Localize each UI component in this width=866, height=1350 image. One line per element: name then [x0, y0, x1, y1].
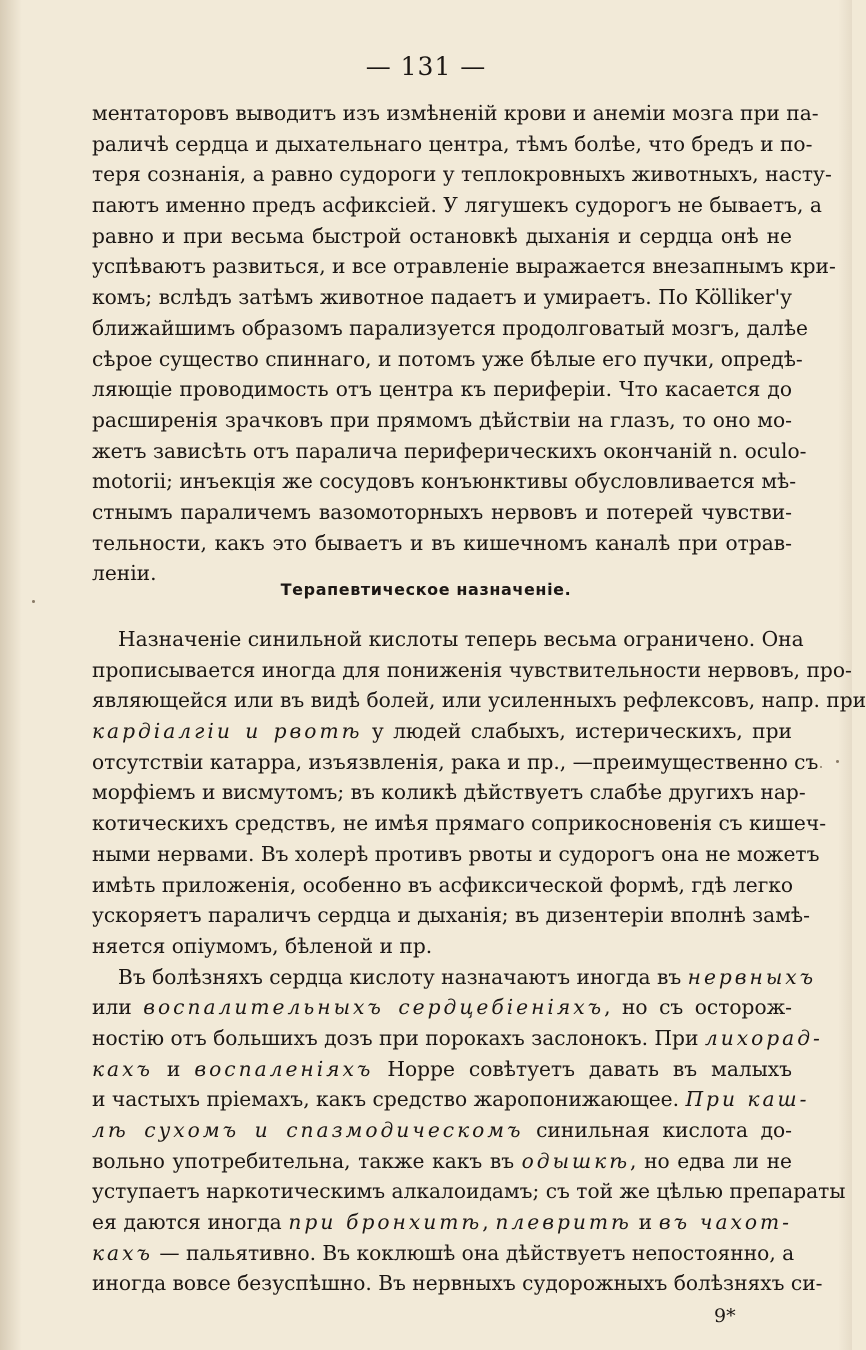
- text-segment: отсутствіи катарра, изъязвленія, рака и пр., —преимущественно съ: [92, 749, 819, 774]
- text-line: леніи.: [92, 561, 157, 586]
- text-segment: няется опіумомъ, бѣленой и пр.: [92, 933, 433, 958]
- emphasized-term: въ чахот-: [658, 1210, 792, 1235]
- text-segment: , но съ осторож-: [604, 995, 792, 1020]
- print-speck: [32, 600, 35, 603]
- text-line: [92, 685, 866, 716]
- emphasized-term: воспалительныхъ сердцебіеніяхъ: [143, 995, 605, 1020]
- emphasized-term: При каш-: [685, 1087, 810, 1112]
- text-segment: или: [92, 995, 144, 1020]
- text-line: [92, 1084, 810, 1115]
- text-line: [92, 900, 810, 931]
- text-segment: ными нервами. Въ холерѣ противъ рвоты и судорогъ она не можетъ: [92, 841, 820, 866]
- emphasized-term: плевритѣ: [495, 1210, 632, 1235]
- text-segment: котическихъ средствъ, не имѣя прямаго соприкосновенія съ кишеч-: [92, 811, 827, 836]
- text-segment: и частыхъ пріемахъ, какъ средство жаропонижающее.: [92, 1087, 686, 1112]
- text-line: тельности, какъ это бываетъ и въ кишечномъ каналѣ при отрав-: [92, 530, 792, 555]
- text-line: [92, 1238, 795, 1269]
- text-line: ближайшимъ образомъ парализуется продолговатый мозгъ, далѣе: [92, 315, 808, 340]
- text-segment: — пальятивно. Въ коклюшѣ она дѣйствуетъ непостоянно, а: [152, 1240, 795, 1265]
- text-line: motorii; инъекція же сосудовъ конъюнктивы обусловливается мѣ-: [92, 469, 797, 494]
- signature-mark: 9*: [714, 1305, 736, 1327]
- text-segment: Въ болѣзняхъ сердца кислоту назначаютъ иногда въ: [118, 964, 688, 989]
- text-segment: ностію отъ большихъ дозъ при порокахъ заслонокъ. При: [92, 1025, 705, 1050]
- text-line: раличѣ сердца и дыхательнаго центра, тѣмъ болѣе, что бредъ и по-: [92, 131, 813, 156]
- section-heading: Терапевтическое назначеніе.: [280, 580, 572, 599]
- text-line: успѣваютъ развиться, и все отравленіе выражается внезапнымъ кри-: [92, 254, 836, 279]
- text-line: [92, 962, 817, 993]
- text-segment: прописывается иногда для пониженія чувствительности нервовъ, про-: [92, 657, 852, 682]
- text-line: [92, 808, 827, 839]
- text-segment: морфіемъ и висмутомъ; въ коликѣ дѣйствуетъ слабѣе другихъ нар-: [92, 780, 806, 805]
- text-segment: уступаетъ наркотическимъ алкалоидамъ; съ той же цѣлью препараты: [92, 1179, 846, 1204]
- text-line: [92, 747, 819, 778]
- text-segment: ея даются иногда: [92, 1210, 289, 1235]
- text-line: равно и при весьма быстрой остановкѣ дыханія и сердца онѣ не: [92, 223, 792, 248]
- text-line: расширенія зрачковъ при прямомъ дѣйствіи на глазъ, то оно мо-: [92, 407, 792, 432]
- text-line: стнымъ параличемъ вазомоторныхъ нервовъ и потерей чувстви-: [92, 499, 792, 524]
- text-segment: Назначеніе синильной кислоты теперь весьма ограничено. Она: [118, 627, 804, 651]
- text-line: [92, 1176, 846, 1207]
- emphasized-term: кахъ: [92, 1240, 153, 1265]
- text-line: [92, 1268, 823, 1299]
- text-line: [92, 1023, 823, 1054]
- emphasized-term: кардіалгіи и рвотѣ: [92, 719, 363, 744]
- text-line: [92, 716, 792, 747]
- emphasized-term: лихорад-: [704, 1025, 823, 1050]
- emphasized-term: кахъ: [92, 1056, 153, 1081]
- text-segment: являющейся или въ видѣ болей, или усиленныхъ рефлексовъ, напр. при: [92, 688, 866, 713]
- text-line: [92, 839, 820, 870]
- emphasized-term: одышкѣ: [521, 1148, 631, 1173]
- text-line: [92, 655, 852, 686]
- text-line: [92, 1054, 792, 1085]
- text-segment: у людей слабыхъ, истерическихъ, при: [362, 719, 792, 744]
- text-line: теря сознанія, а равно судороги у теплокровныхъ животныхъ, насту-: [92, 162, 832, 187]
- text-line: сѣрое существо спиннаго, и потомъ уже бѣлые его пучки, опредѣ-: [92, 346, 803, 371]
- text-line: ляющіе проводимость отъ центра къ периферіи. Что касается до: [92, 377, 792, 402]
- text-line: [92, 992, 792, 1023]
- text-segment: Норре совѣтуетъ давать въ малыхъ: [373, 1056, 792, 1081]
- text-segment: ускоряетъ параличъ сердца и дыханія; въ дизентеріи вполнѣ замѣ-: [92, 903, 810, 928]
- text-line: паютъ именно предъ асфиксіей. У лягушекъ судорогъ не бываетъ, а: [92, 193, 822, 218]
- text-line: комъ; вслѣдъ затѣмъ животное падаетъ и умираетъ. По Kölliker'у: [92, 285, 792, 310]
- emphasized-term: при бронхитѣ: [288, 1210, 483, 1235]
- text-segment: синильная кислота до-: [523, 1118, 792, 1142]
- text-segment: иногда вовсе безуспѣшно. Въ нервныхъ судорожныхъ болѣзняхъ си-: [92, 1271, 823, 1296]
- emphasized-term: нервныхъ: [687, 964, 817, 989]
- text-segment: ,: [482, 1210, 496, 1235]
- print-speck: [820, 766, 822, 768]
- text-line: [92, 624, 804, 655]
- text-line: [92, 777, 806, 808]
- text-line: [92, 931, 792, 962]
- text-line: ментаторовъ выводитъ изъ измѣненій крови и анеміи мозга при па-: [92, 101, 819, 125]
- text-segment: , но едва ли не: [630, 1148, 792, 1173]
- text-line: [92, 1146, 792, 1177]
- emphasized-term: лѣ сухомъ и спазмодическомъ: [92, 1118, 524, 1142]
- text-line: жетъ зависѣть отъ паралича периферическихъ окончаній n. oculo-: [92, 438, 807, 463]
- text-line: [92, 1115, 792, 1146]
- paragraph-top: [92, 98, 836, 589]
- text-segment: и: [631, 1210, 659, 1235]
- text-segment: и: [152, 1056, 195, 1081]
- text-segment: имѣть приложенія, особенно въ асфиксической формѣ, гдѣ легко: [92, 872, 794, 897]
- text-line: [92, 1207, 792, 1238]
- emphasized-term: воспаленіяхъ: [194, 1056, 374, 1081]
- paragraph-bottom: [92, 624, 866, 1299]
- print-speck: [836, 760, 839, 763]
- text-line: [92, 870, 792, 901]
- text-segment: вольно употребительна, также какъ въ: [92, 1148, 522, 1173]
- page-number: — 131 —: [365, 52, 487, 81]
